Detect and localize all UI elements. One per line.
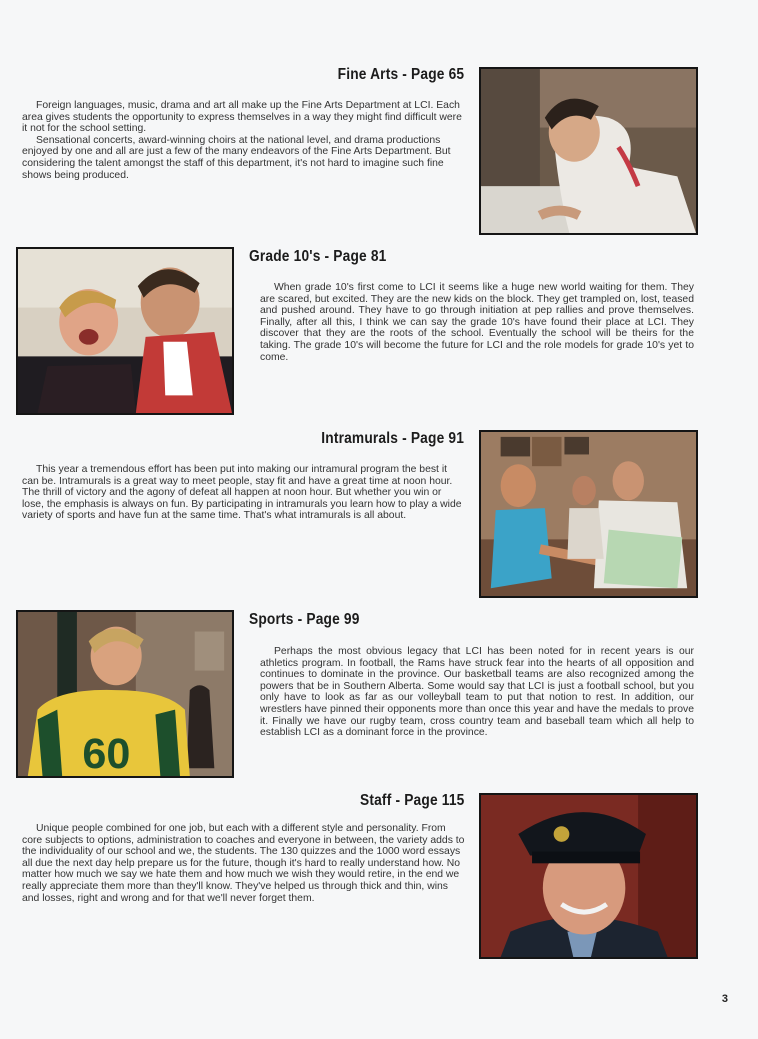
page-number: 3 (721, 993, 728, 1005)
staff-text (22, 823, 466, 904)
sports-heading: Sports - Page 99 (249, 611, 360, 628)
sports-text (260, 646, 694, 739)
fine-arts-photo (479, 67, 698, 235)
grade-10-paragraph-1: When grade 10's first come to LCI it seems like a huge new world waiting for them. They are scared, but excited. They are the new kids on the block. They get trampled on, lost, teased and pushed around. They have to go through initiation at pep rallies and prove themselves. Finally, after all this, I think we can say the grade 10's have found their place at LCI. They discover that they are the roots of the school. Eventually the school will be theirs for the taking. The grade 10's will become the future for LCI and the role models for grade 10's yet to come. (260, 282, 694, 363)
sports-photo (16, 610, 234, 778)
fine-arts-paragraph-2: Sensational concerts, award-winning choirs at the national level, and drama productions enjoyed by one and all are just a few of the many endeavors of the Fine Arts Department. But considering the talent amongst the staff of this department, it's not hard to imagine such fine shows being produced. (22, 134, 451, 181)
grade-10-photo (16, 247, 234, 415)
sports-paragraph-1: Perhaps the most obvious legacy that LCI has been noted for in recent years is our athletics program. In football, the Rams have struck fear into the hearts of all opposition and continues to dominate in the province. Our basketball teams are also recognized among the powers that be in Southern Alberta. Some would say that LCI is just a football school, but you only have to look as far as our volleyball team to put that notion to rest. In addition, our wrestlers have pinned their opponents more than once this year and have the medals to prove it. Finally we have our rugby team, cross country team and baseball team which all help to establish LCI as a dominant force in the province. (260, 646, 694, 739)
grade-10-heading: Grade 10's - Page 81 (249, 248, 387, 265)
jersey-number: 60 (82, 730, 131, 776)
fine-arts-text (22, 100, 466, 181)
staff-photo (479, 793, 698, 959)
intramurals-paragraph-1: This year a tremendous effort has been put into making our intramural program the best it can be. Intramurals is a great way to meet people, stay fit and have a great time at noon hour. The thrill of victory and the agony of defeat all happen at noon hour. But whether you win or lose, the emphasis is always on fun. By participating in intramurals you learn how to play a wide variety of sports and have fun at the same time. That's what intramurals is all about. (22, 464, 462, 522)
staff-paragraph-1: Unique people combined for one job, but each with a different style and personality. From core subjects to options, administration to coaches and everyone in between, the variety adds to the individuality of our school and we, the students. The 130 quizzes and the 1000 word essays all due the next day help prepare us for the future, though it's hard to really understand how. No matter how much we say we hate them and how much we wish they would retire, in the end we really appreciate them more than they'll know. They've helped us through thick and thin, wins and losses, right and wrong and for that we'll never forget them. (22, 823, 465, 904)
fine-arts-heading: Fine Arts - Page 65 (337, 66, 464, 83)
intramurals-text (22, 464, 466, 522)
grade-10-text (260, 282, 694, 363)
staff-heading: Staff - Page 115 (359, 792, 464, 809)
intramurals-heading: Intramurals - Page 91 (321, 430, 464, 447)
intramurals-photo (479, 430, 698, 598)
fine-arts-paragraph-1: Foreign languages, music, drama and art all make up the Fine Arts Department at LCI. Each area gives students the opportunity to express themselves in a way they might find difficult were it not for the school setting. (22, 100, 462, 135)
